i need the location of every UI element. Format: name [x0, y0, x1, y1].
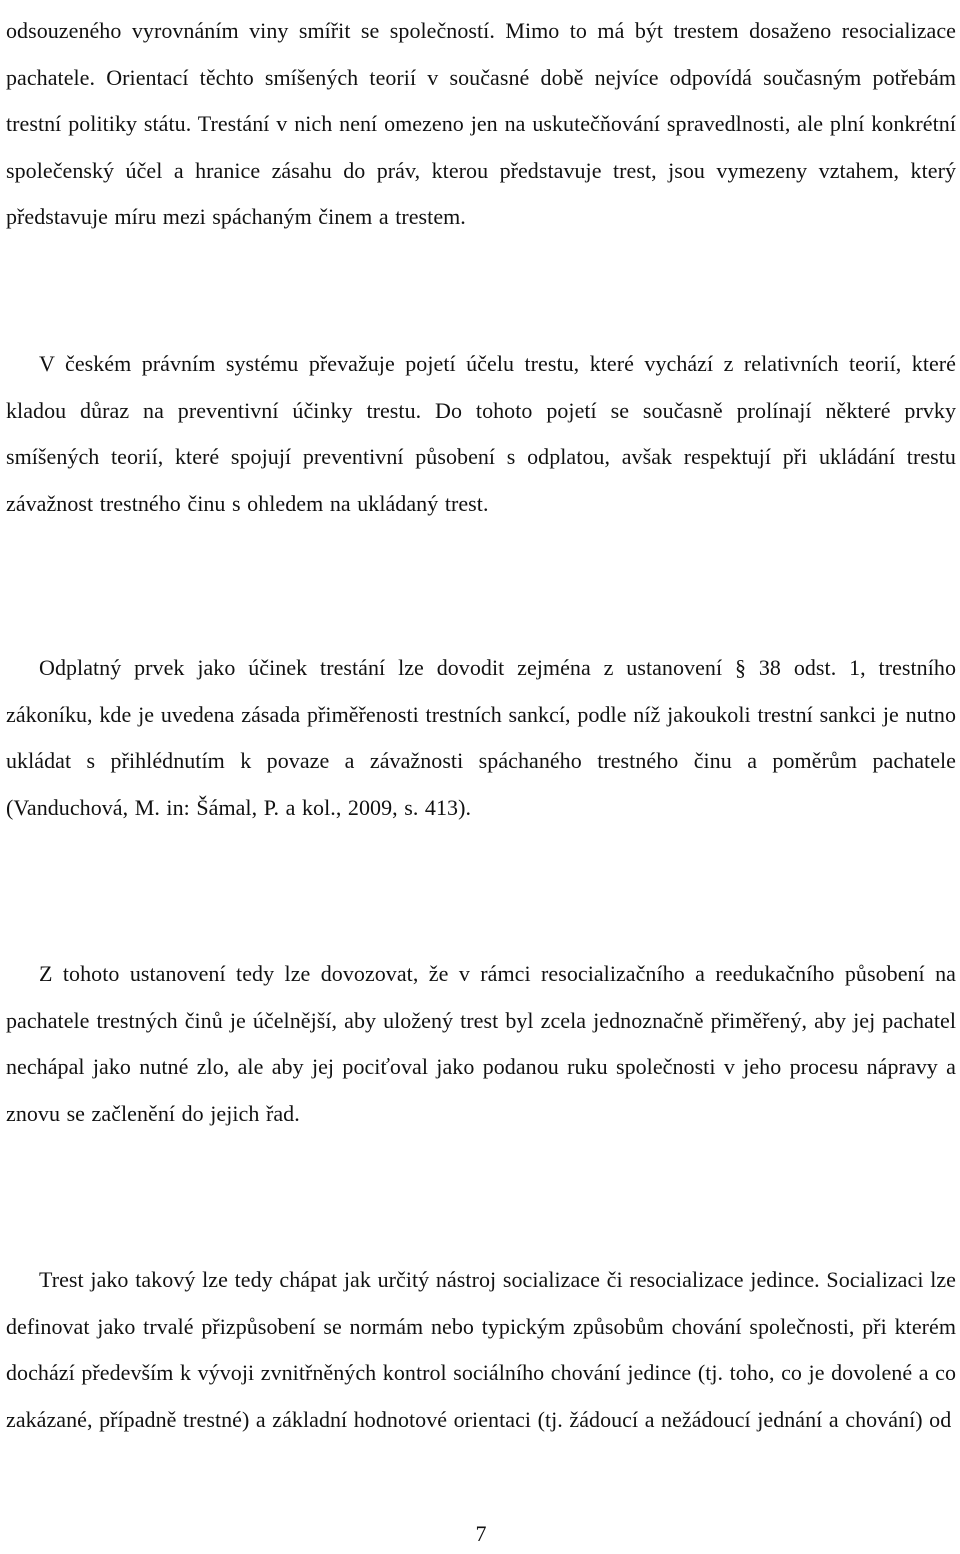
paragraph-socialization: Trest jako takový lze tedy chápat jak určitý nástroj socializace či resocializace jedince. Socializaci lze definovat jako trvalé přizpůsobení se normám nebo typickým způsobům chování společnosti, při kterém dochází především k vývoji zvnitřněných kontrol sociálního chování jedince (tj. toho, co je dovolené a co zakázané, případně trestné) a základní hodnotové orientaci (tj. žádoucí a nežádoucí jednání a chování) od	[6, 1267, 956, 1432]
page-number: 7	[475, 1521, 487, 1546]
document-page	[6, 0, 956, 1554]
paragraph-resocialization: Z tohoto ustanovení tedy lze dovozovat, že v rámci resocializačního a reedukačního působení na pachatele trestných činů je účelnější, aby uložený trest byl zcela jednoznačně přiměřený, aby jej pachatel nechápal jako nutné zlo, ale aby jej pociťoval jako podanou ruku společnosti v jeho procesu nápravy a znovu se začlenění do jejich řad.	[6, 961, 956, 1126]
paragraph-continuation: odsouzeného vyrovnáním viny smířit se společností. Mimo to má být trestem dosaženo resocializace pachatele. Orientací těchto smíšených teorií v současné době nejvíce odpovídá současným potřebám trestní politiky státu. Trestání v nich není omezeno jen na uskutečňování spravedlnosti, ale plní konkrétní společenský účel a hranice zásahu do práv, kterou představuje trest, jsou vymezeny vztahem, který představuje míru mezi spáchaným činem a trestem.	[6, 18, 956, 229]
paragraph-czech-legal-system: V českém právním systému převažuje pojetí účelu trestu, které vychází z relativních teorií, které kladou důraz na preventivní účinky trestu. Do tohoto pojetí se současně prolínají některé prvky smíšených teorií, které spojují preventivní působení s odplatou, avšak respektují při ukládání trestu závažnost trestného činu s ohledem na ukládaný trest.	[6, 351, 956, 516]
paragraph-retributive-element: Odplatný prvek jako účinek trestání lze dovodit zejména z ustanovení § 38 odst. 1, trestního zákoníku, kde je uvedena zásada přiměřenosti trestních sankcí, podle níž jakoukoli trestní sankci je nutno ukládat s přihlédnutím k povaze a závažnosti spáchaného trestného činu a poměrům pachatele (Vanduchová, M. in: Šámal, P. a kol., 2009, s. 413).	[6, 655, 956, 820]
